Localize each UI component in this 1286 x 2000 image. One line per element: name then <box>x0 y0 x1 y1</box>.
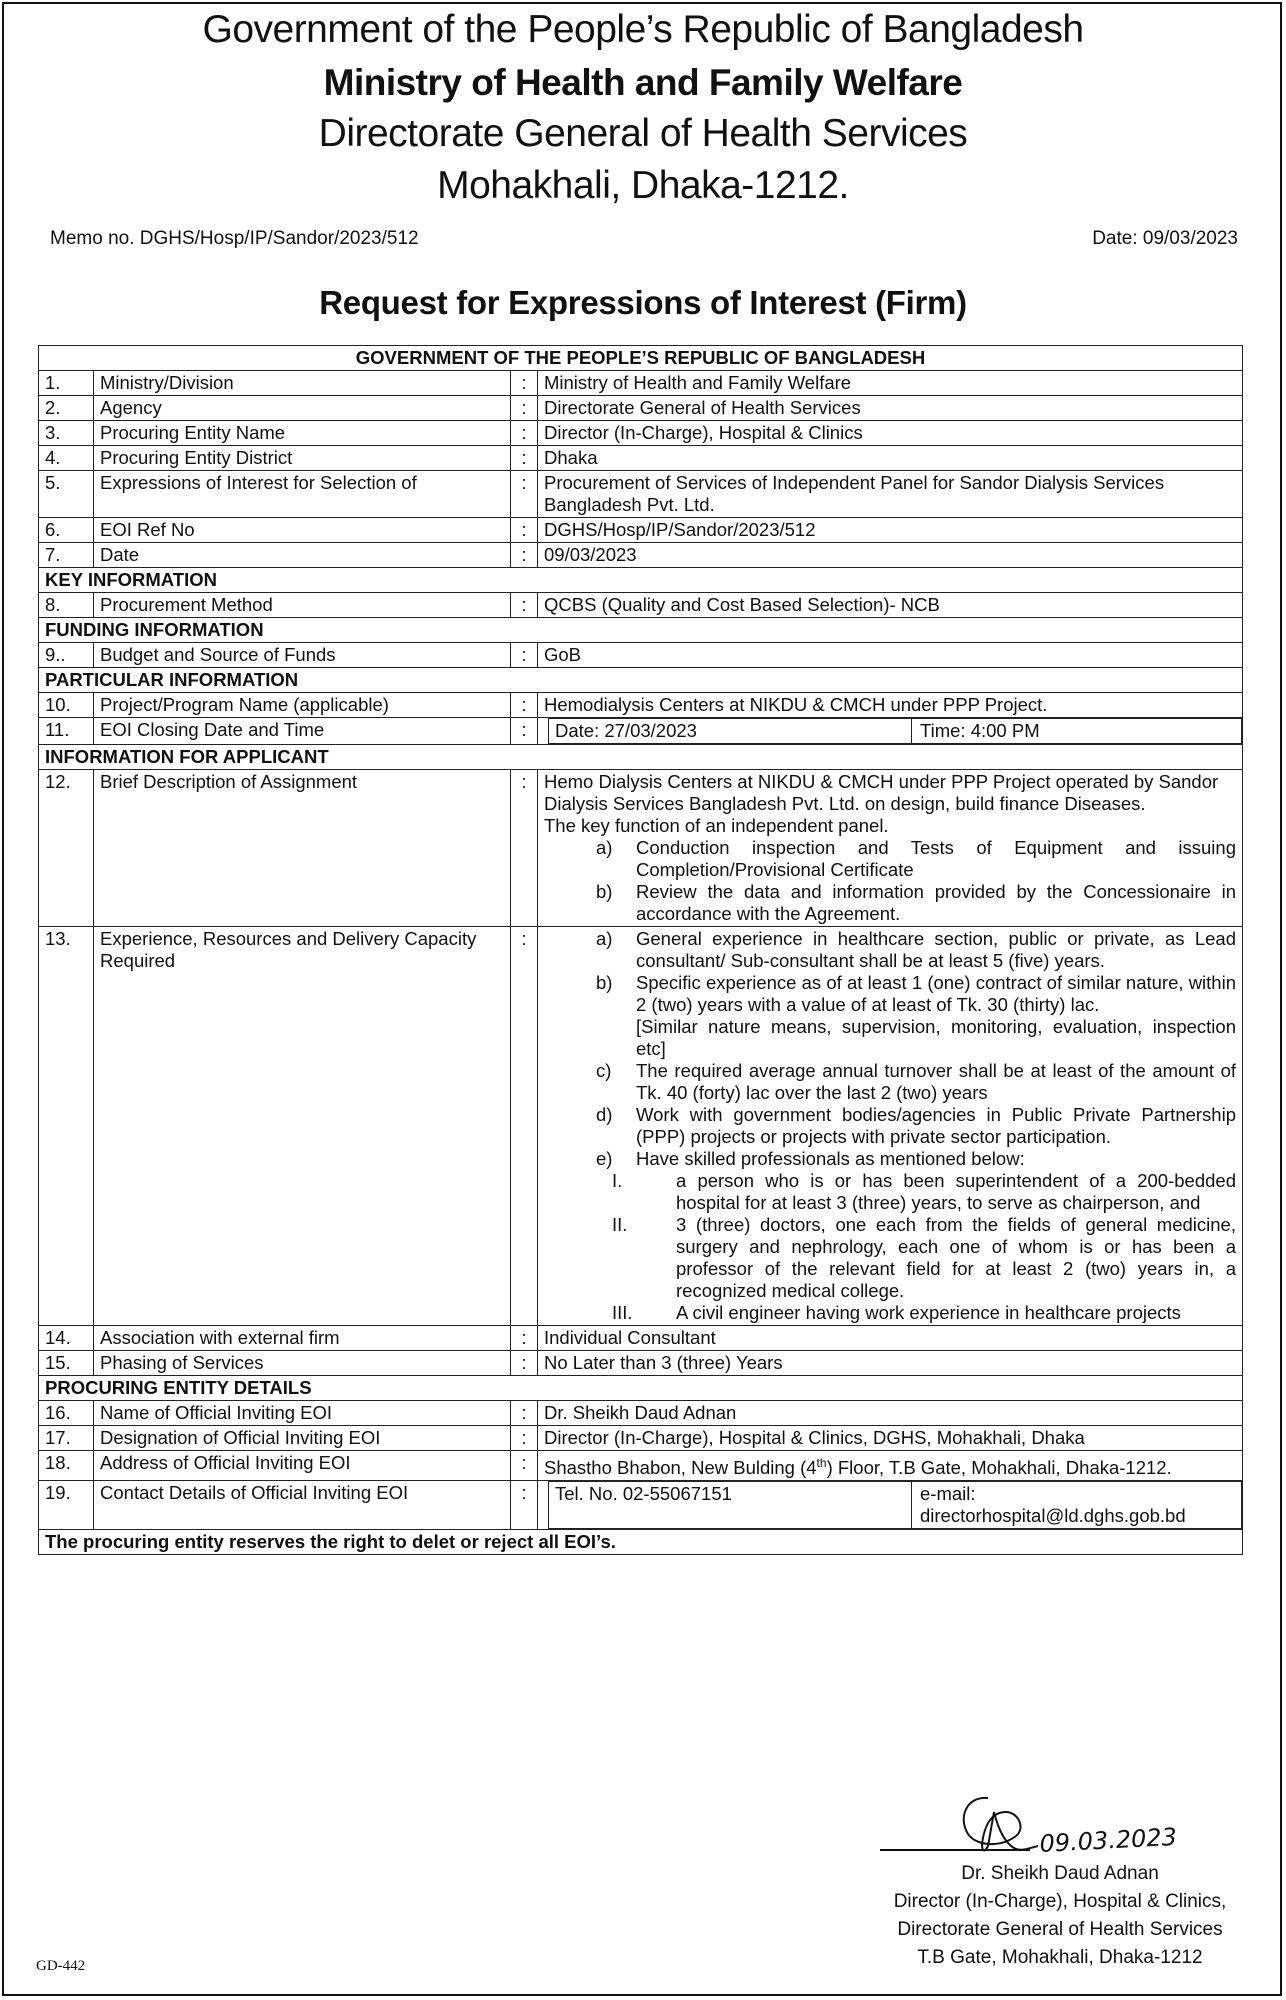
document-title: Request for Expressions of Interest (Firm) <box>319 284 967 321</box>
signature-image <box>870 1788 1230 1868</box>
split-cell <box>548 1481 1242 1529</box>
list-note: [Similar nature means, supervision, monitoring, evaluation, inspection etc] <box>636 1016 1236 1059</box>
colon: : <box>511 1401 538 1426</box>
sub-list-marker: III. <box>612 1302 633 1323</box>
row-value: Ministry of Health and Family Welfare <box>538 371 1243 396</box>
sub-list-text: 3 (three) doctors, one each from the fields of general medicine, surgery and nephrology, each one of whom is or has been a professor of the relevant field for at least 2 (two) years in, a recognized medical college. <box>676 1214 1236 1301</box>
table-row <box>39 1326 1243 1351</box>
row-number: 10. <box>39 693 94 718</box>
sub-list-text: a person who is or has been superintendent of a 200-bedded hospital for at least 3 (three) years, to serve as chairperson, and <box>676 1170 1236 1213</box>
colon: : <box>511 1426 538 1451</box>
row-number: 4. <box>39 446 94 471</box>
section-funding-information: FUNDING INFORMATION <box>39 618 1243 643</box>
row-number: 7. <box>39 543 94 568</box>
section-procuring-entity-details: PROCURING ENTITY DETAILS <box>39 1376 1243 1401</box>
contact-tel: Tel. No. 02-55067151 <box>549 1482 912 1529</box>
memo-number: Memo no. DGHS/Hosp/IP/Sandor/2023/512 <box>50 228 419 249</box>
colon: : <box>511 927 538 1326</box>
assignment-description <box>538 770 1243 927</box>
table-row <box>39 543 1243 568</box>
row-value: 09/03/2023 <box>538 543 1243 568</box>
row-number: 5. <box>39 471 94 518</box>
row-value: Hemodialysis Centers at NIKDU & CMCH under PPP Project. <box>538 693 1243 718</box>
row-value <box>538 1451 1243 1481</box>
row-value: Individual Consultant <box>538 1326 1243 1351</box>
row-value: QCBS (Quality and Cost Based Selection)- NCB <box>538 593 1243 618</box>
section-particular-information: PARTICULAR INFORMATION <box>39 668 1243 693</box>
row-number: 12. <box>39 770 94 927</box>
table-row <box>39 1481 1243 1530</box>
colon: : <box>511 446 538 471</box>
list-marker: a) <box>596 928 613 949</box>
row-label: Ministry/Division <box>94 371 511 396</box>
row-label: Phasing of Services <box>94 1351 511 1376</box>
list-item <box>544 837 1236 881</box>
list-text: Specific experience as of at least 1 (one) contract of similar nature, within 2 (two) years with a value of at least of Tk. 30 (thirty) lac. <box>636 972 1236 1015</box>
list-item <box>544 1060 1236 1104</box>
table-row <box>39 718 1243 745</box>
list-text: Work with government bodies/agencies in Public Private Partnership (PPP) projects or projects with private sector participation. <box>636 1104 1236 1147</box>
section-key-information: KEY INFORMATION <box>39 568 1243 593</box>
row-value: Directorate General of Health Services <box>538 396 1243 421</box>
row-label: Procurement Method <box>94 593 511 618</box>
row-value <box>538 718 1243 745</box>
row-number: 15. <box>39 1351 94 1376</box>
list-text: Have skilled professionals as mentioned below: <box>636 1148 1025 1169</box>
row-label: Procuring Entity District <box>94 446 511 471</box>
table-row <box>39 446 1243 471</box>
colon: : <box>511 593 538 618</box>
row-label: Date <box>94 543 511 568</box>
signatory-address: T.B Gate, Mohakhali, Dhaka-1212 <box>917 1947 1203 1968</box>
sub-list-item <box>544 1214 1236 1302</box>
list-marker: a) <box>596 837 613 858</box>
split-cell <box>548 718 1242 744</box>
closing-date: Date: 27/03/2023 <box>549 719 912 744</box>
row-label: EOI Ref No <box>94 518 511 543</box>
row-number: 2. <box>39 396 94 421</box>
signatory-designation: Director (In-Charge), Hospital & Clinics, <box>893 1891 1227 1912</box>
list-marker: b) <box>596 881 613 902</box>
table-row <box>39 371 1243 396</box>
row-number: 13. <box>39 927 94 1326</box>
footer-note: The procuring entity reserves the right to delet or reject all EOI’s. <box>39 1530 1243 1555</box>
list-item <box>544 972 1236 1060</box>
address-text-pre: Shastho Bhabon, New Bulding (4 <box>544 1457 817 1479</box>
sub-list-marker: II. <box>612 1214 628 1235</box>
colon: : <box>511 543 538 568</box>
list-text: Conduction inspection and Tests of Equipment and issuing Completion/Provisional Certificate <box>636 837 1236 880</box>
table-row <box>39 643 1243 668</box>
closing-time: Time: 4:00 PM <box>912 719 1242 744</box>
colon: : <box>511 371 538 396</box>
colon: : <box>511 421 538 446</box>
row-value: Procurement of Services of Independent Panel for Sandor Dialysis Services Bangladesh Pvt. Ltd. <box>538 471 1243 518</box>
signature-scribble <box>964 1798 1038 1851</box>
section-information-for-applicant: INFORMATION FOR APPLICANT <box>39 745 1243 770</box>
row-label: Project/Program Name (applicable) <box>94 693 511 718</box>
table-row <box>39 396 1243 421</box>
assignment-intro: Hemo Dialysis Centers at NIKDU & CMCH under PPP Project operated by Sandor Dialysis Services Bangladesh Pvt. Ltd. on design, build finance Diseases. <box>544 771 1219 814</box>
colon: : <box>511 643 538 668</box>
row-number: 19. <box>39 1481 94 1530</box>
colon: : <box>511 471 538 518</box>
row-label: Address of Official Inviting EOI <box>94 1451 511 1481</box>
list-text-block <box>636 972 1236 1060</box>
row-label: Name of Official Inviting EOI <box>94 1401 511 1426</box>
row-number: 16. <box>39 1401 94 1426</box>
colon: : <box>511 718 538 745</box>
row-label: Expressions of Interest for Selection of <box>94 471 511 518</box>
row-value <box>538 1481 1243 1530</box>
govt-heading: Government of the People’s Republic of Bangladesh <box>202 8 1084 51</box>
list-item <box>544 881 1236 925</box>
row-value: GoB <box>538 643 1243 668</box>
table-row <box>39 1401 1243 1426</box>
row-number: 6. <box>39 518 94 543</box>
table-row <box>39 471 1243 518</box>
row-label: Agency <box>94 396 511 421</box>
list-item <box>544 1148 1236 1170</box>
sub-list-item <box>544 1302 1236 1324</box>
footer-row <box>39 1530 1243 1555</box>
signatory-office: Directorate General of Health Services <box>897 1919 1223 1940</box>
list-text: General experience in healthcare section, public or private, as Lead consultant/ Sub-consultant shall be at least 5 (five) years. <box>636 928 1236 971</box>
row-number: 17. <box>39 1426 94 1451</box>
row-value: Dr. Sheikh Daud Adnan <box>538 1401 1243 1426</box>
eoi-table <box>38 345 1243 1555</box>
list-item <box>544 928 1236 972</box>
contact-email: e-mail: directorhospital@ld.dghs.gob.bd <box>912 1482 1242 1529</box>
row-label: Designation of Official Inviting EOI <box>94 1426 511 1451</box>
list-marker: e) <box>596 1148 613 1169</box>
list-marker: b) <box>596 972 613 993</box>
row-number: 14. <box>39 1326 94 1351</box>
section-row <box>39 668 1243 693</box>
list-text: Review the data and information provided by the Concessionaire in accordance with the Agreement. <box>636 881 1236 924</box>
table-row <box>39 421 1243 446</box>
section-row <box>39 1376 1243 1401</box>
memo-date: Date: 09/03/2023 <box>1092 228 1238 249</box>
form-code: GD-442 <box>36 1958 86 1974</box>
gov-table-header: GOVERNMENT OF THE PEOPLE’S REPUBLIC OF BANGLADESH <box>39 346 1243 371</box>
row-number: 9.. <box>39 643 94 668</box>
colon: : <box>511 1451 538 1481</box>
handwritten-date: 09.03.2023 <box>1038 1822 1178 1858</box>
list-item <box>544 1104 1236 1148</box>
row-value: DGHS/Hosp/IP/Sandor/2023/512 <box>538 518 1243 543</box>
colon: : <box>511 396 538 421</box>
colon: : <box>511 693 538 718</box>
row-label: Association with external firm <box>94 1326 511 1351</box>
table-row <box>39 593 1243 618</box>
signatory-name: Dr. Sheikh Daud Adnan <box>961 1863 1159 1884</box>
list-text: The required average annual turnover shall be at least of the amount of Tk. 40 (forty) lac over the last 2 (two) years <box>636 1060 1236 1103</box>
table-row <box>39 927 1243 1326</box>
row-label: Budget and Source of Funds <box>94 643 511 668</box>
sub-list-text: A civil engineer having work experience in healthcare projects <box>676 1302 1181 1323</box>
directorate-heading: Directorate General of Health Services <box>318 112 968 155</box>
section-row <box>39 618 1243 643</box>
row-number: 3. <box>39 421 94 446</box>
row-value: Dhaka <box>538 446 1243 471</box>
list-marker: d) <box>596 1104 613 1125</box>
row-number: 1. <box>39 371 94 396</box>
sub-list-item <box>544 1170 1236 1214</box>
table-row <box>39 1451 1243 1481</box>
row-label: EOI Closing Date and Time <box>94 718 511 745</box>
address-heading: Mohakhali, Dhaka-1212. <box>437 164 849 207</box>
row-value: Director (In-Charge), Hospital & Clinics, DGHS, Mohakhali, Dhaka <box>538 1426 1243 1451</box>
list-marker: c) <box>596 1060 612 1081</box>
row-label: Experience, Resources and Delivery Capacity Required <box>94 927 511 1326</box>
table-row <box>39 1351 1243 1376</box>
ministry-heading: Ministry of Health and Family Welfare <box>323 62 963 103</box>
address-text-post: ) Floor, T.B Gate, Mohakhali, Dhaka-1212. <box>826 1457 1172 1479</box>
experience-requirements <box>538 927 1243 1326</box>
row-value: No Later than 3 (three) Years <box>538 1351 1243 1376</box>
colon: : <box>511 1326 538 1351</box>
row-number: 18. <box>39 1451 94 1481</box>
section-row <box>39 568 1243 593</box>
colon: : <box>511 770 538 927</box>
row-number: 8. <box>39 593 94 618</box>
row-label: Brief Description of Assignment <box>94 770 511 927</box>
row-label: Contact Details of Official Inviting EOI <box>94 1481 511 1530</box>
table-header-row <box>39 346 1243 371</box>
key-function-text: The key function of an independent panel. <box>544 815 889 836</box>
row-value: Director (In-Charge), Hospital & Clinics <box>538 421 1243 446</box>
table-row <box>39 518 1243 543</box>
colon: : <box>511 1481 538 1530</box>
table-row <box>39 1426 1243 1451</box>
sub-list-marker: I. <box>612 1170 623 1191</box>
address-superscript: th <box>816 1456 827 1470</box>
row-label: Procuring Entity Name <box>94 421 511 446</box>
table-row <box>39 693 1243 718</box>
section-row <box>39 745 1243 770</box>
colon: : <box>511 1351 538 1376</box>
table-row <box>39 770 1243 927</box>
row-number: 11. <box>39 718 94 745</box>
colon: : <box>511 518 538 543</box>
